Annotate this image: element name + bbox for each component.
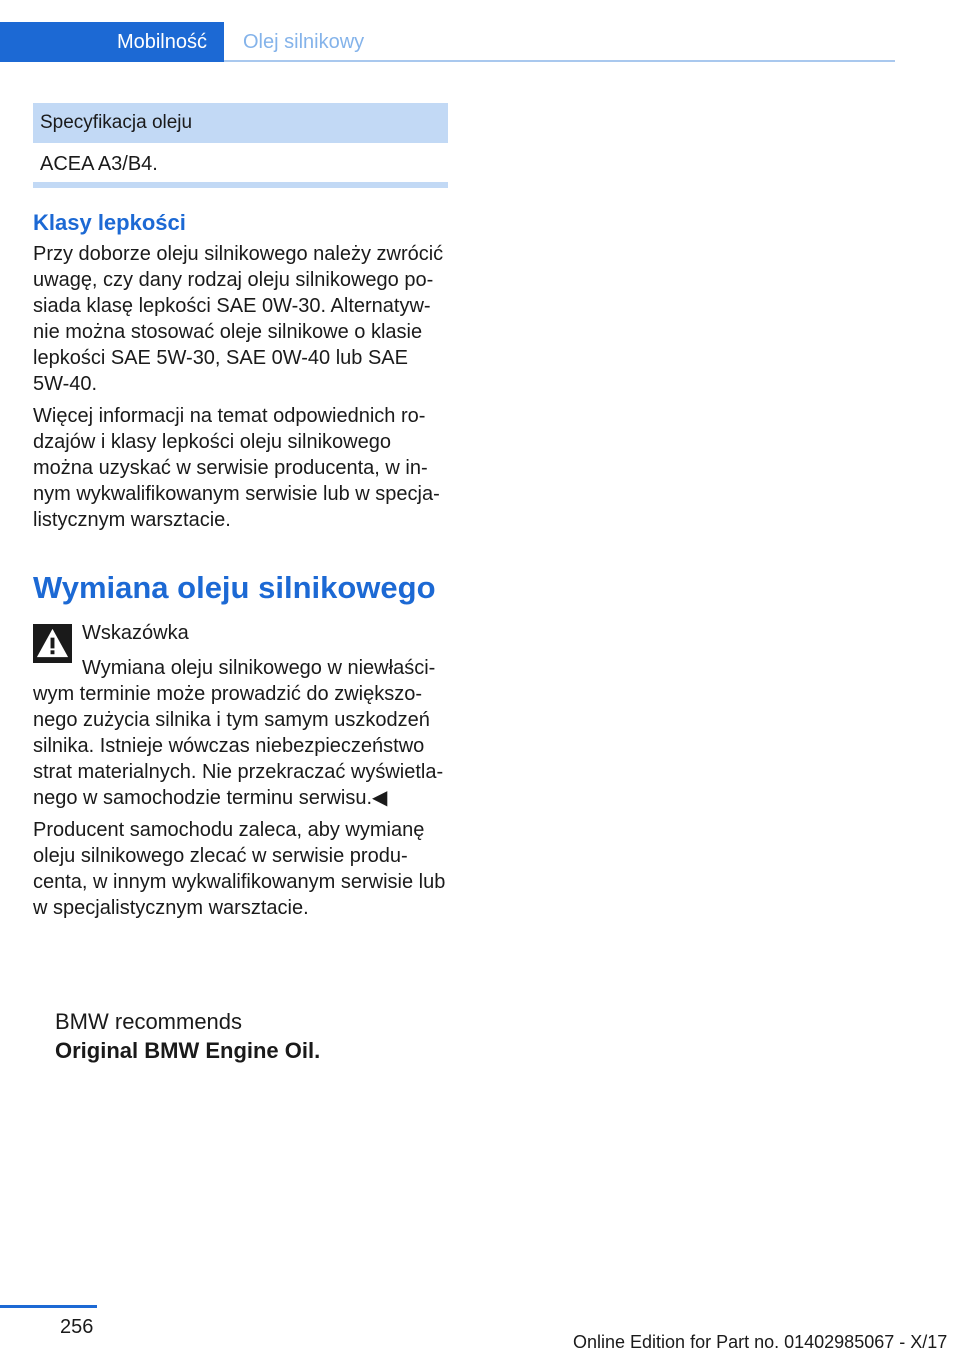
text-line: w specjalistycznym warsztacie.: [33, 897, 309, 919]
edition-footer: Online Edition for Part no. 01402985067 - X/17: [573, 1332, 948, 1352]
text-line: nie można stosować oleje silnikowe o klasie: [33, 321, 423, 343]
text-line: uwagę, czy dany rodzaj oleju silnikowego po‐: [33, 269, 434, 291]
text-line: dzajów i klasy lepkości oleju silnikowego: [33, 431, 391, 453]
note-body: [33, 655, 448, 811]
note-title: Wskazówka: [82, 622, 189, 644]
spec-table-header: Specyfikacja oleju: [33, 103, 448, 143]
oil-spec-table: [33, 103, 448, 188]
bmw-oil-logo: [55, 1008, 355, 1066]
text-line: wym terminie może prowadzić do zwiększo‐: [33, 683, 423, 705]
text-line: lepkości SAE 5W-30, SAE 0W-40 lub SAE: [33, 347, 408, 369]
footer-rule: [0, 1305, 97, 1308]
text-line: siada klasę lepkości SAE 0W-30. Alternatyw‐: [33, 295, 431, 317]
text-line: silnika. Istnieje wówczas niebezpieczeństwo: [33, 735, 425, 757]
page-header: [0, 0, 895, 62]
oil-change-heading: Wymiana oleju silnikowego: [33, 570, 436, 605]
text-line: listycznym warsztacie.: [33, 509, 231, 531]
text-line: centa, w innym wykwalifikowanym serwisie lub: [33, 871, 446, 893]
text-line: nego w samochodzie terminu serwisu.◀: [33, 787, 388, 809]
spec-table-value: ACEA A3/B4.: [40, 152, 158, 175]
text-line: Producent samochodu zaleca, aby wymianę: [33, 819, 425, 841]
spec-table-rule: [33, 182, 448, 188]
text-line: nym wykwalifikowanym serwisie lub w specja‐: [33, 483, 440, 505]
text-line: można uzyskać w serwisie producenta, w in‐: [33, 457, 428, 479]
viscosity-heading: Klasy lepkości: [33, 210, 186, 235]
text-line: oleju silnikowego zlecać w serwisie produ‐: [33, 845, 408, 867]
text-line: nego zużycia silnika i tym samym uszkodzeń: [33, 709, 430, 731]
logo-line-2: Original BMW Engine Oil.: [55, 1038, 321, 1063]
text-line: strat materialnych. Nie przekraczać wyświetla‐: [33, 761, 444, 783]
logo-line-1: BMW recommends: [55, 1009, 243, 1034]
text-line: Przy doborze oleju silnikowego należy zwrócić: [33, 243, 444, 265]
chapter-tab[interactable]: Olej silnikowy: [243, 30, 365, 53]
text-line: 5W-40.: [33, 373, 98, 395]
oil-change-paragraph: [33, 817, 448, 921]
text-line: Więcej informacji na temat odpowiednich ro‐: [33, 405, 426, 427]
viscosity-paragraph-2: [33, 403, 448, 533]
header-divider: [224, 60, 895, 62]
viscosity-paragraph-1: [33, 241, 448, 397]
page-number: 256: [60, 1316, 94, 1338]
text-line: Wymiana oleju silnikowego w niewłaści‐: [82, 657, 436, 679]
section-tab[interactable]: Mobilność: [0, 22, 224, 62]
